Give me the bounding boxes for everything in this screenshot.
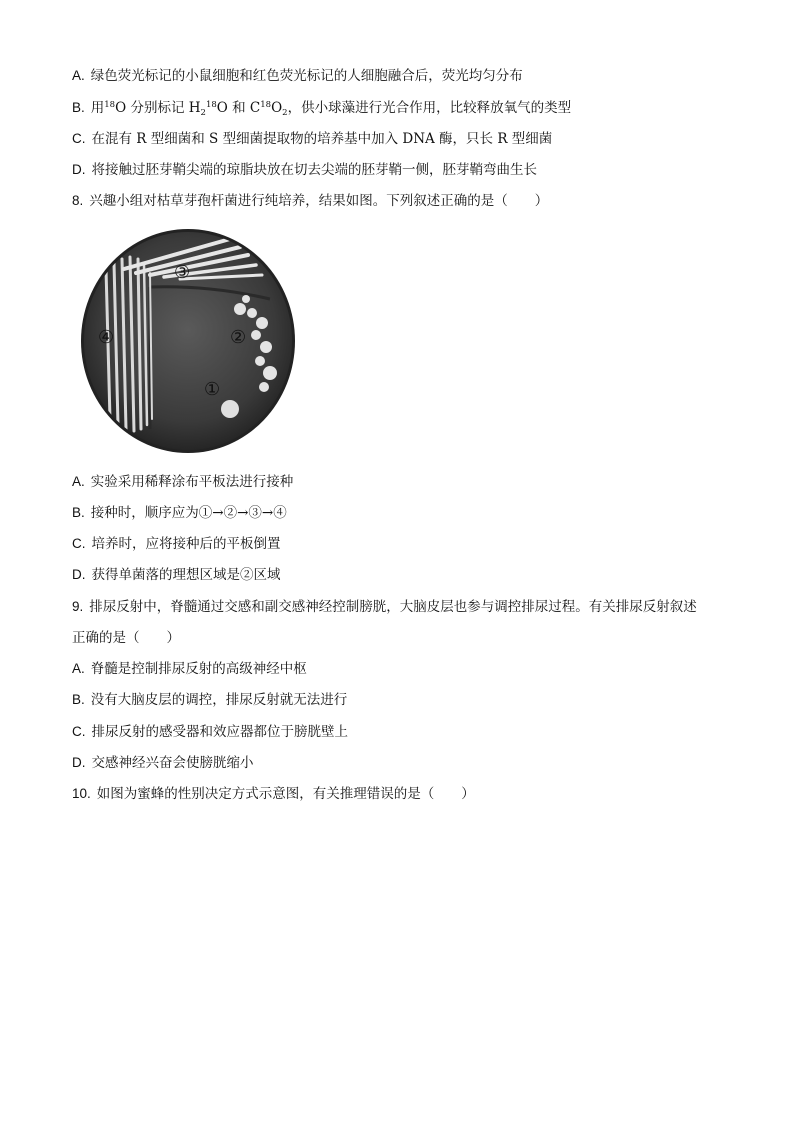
- q9-stem-line2: 正确的是（ ）: [72, 630, 180, 646]
- q8-stem: 8. 兴趣小组对枯草芽孢杆菌进行纯培养，结果如图。下列叙述正确的是（ ）: [72, 193, 549, 209]
- q9-option-b: B. 没有大脑皮层的调控，排尿反射就无法进行: [72, 692, 348, 708]
- q8-option-a: A. 实验采用稀释涂布平板法进行接种: [72, 474, 294, 490]
- region-label-1: ①: [204, 379, 221, 400]
- q8-option-c: C. 培养时，应将接种后的平板倒置: [72, 536, 281, 552]
- q9-option-a: A. 脊髓是控制排尿反射的高级神经中枢: [72, 661, 307, 677]
- region-label-4: ④: [98, 327, 115, 348]
- q8-option-d: D. 获得单菌落的理想区域是②区域: [72, 567, 281, 583]
- q7-option-b: B. 用$^{18}$O 分别标记 $H_2^{18}O$ 和 $C^{18}O_2$，供小球藻进行光合作用，比较释放氧气的类型: [72, 100, 572, 118]
- q8-option-b: B. 接种时，顺序应为①→②→③→④: [72, 505, 287, 521]
- q10-stem: 10. 如图为蜜蜂的性别决定方式示意图，有关推理错误的是（ ）: [72, 786, 475, 802]
- region-label-3: ③: [174, 262, 191, 283]
- q7-option-d: D. 将接触过胚芽鞘尖端的琼脂块放在切去尖端的胚芽鞘一侧，胚芽鞘弯曲生长: [72, 162, 537, 178]
- petri-dish-figure: [80, 229, 296, 453]
- q9-option-d: D. 交感神经兴奋会使膀胱缩小: [72, 755, 254, 771]
- q7-option-a: A. 绿色荧光标记的小鼠细胞和红色荧光标记的人细胞融合后，荧光均匀分布: [72, 68, 523, 84]
- q9-option-c: C. 排尿反射的感受器和效应器都位于膀胱壁上: [72, 724, 348, 740]
- region-label-2: ②: [230, 327, 247, 348]
- q9-stem-line1: 9. 排尿反射中，脊髓通过交感和副交感神经控制膀胱，大脑皮层也参与调控排尿过程。有关排尿反射叙述: [72, 599, 697, 615]
- q7-option-c: C. 在混有 R 型细菌和 S 型细菌提取物的培养基中加入 DNA 酶，只长 R 型细菌: [72, 131, 553, 147]
- petri-dish-image: [80, 229, 296, 453]
